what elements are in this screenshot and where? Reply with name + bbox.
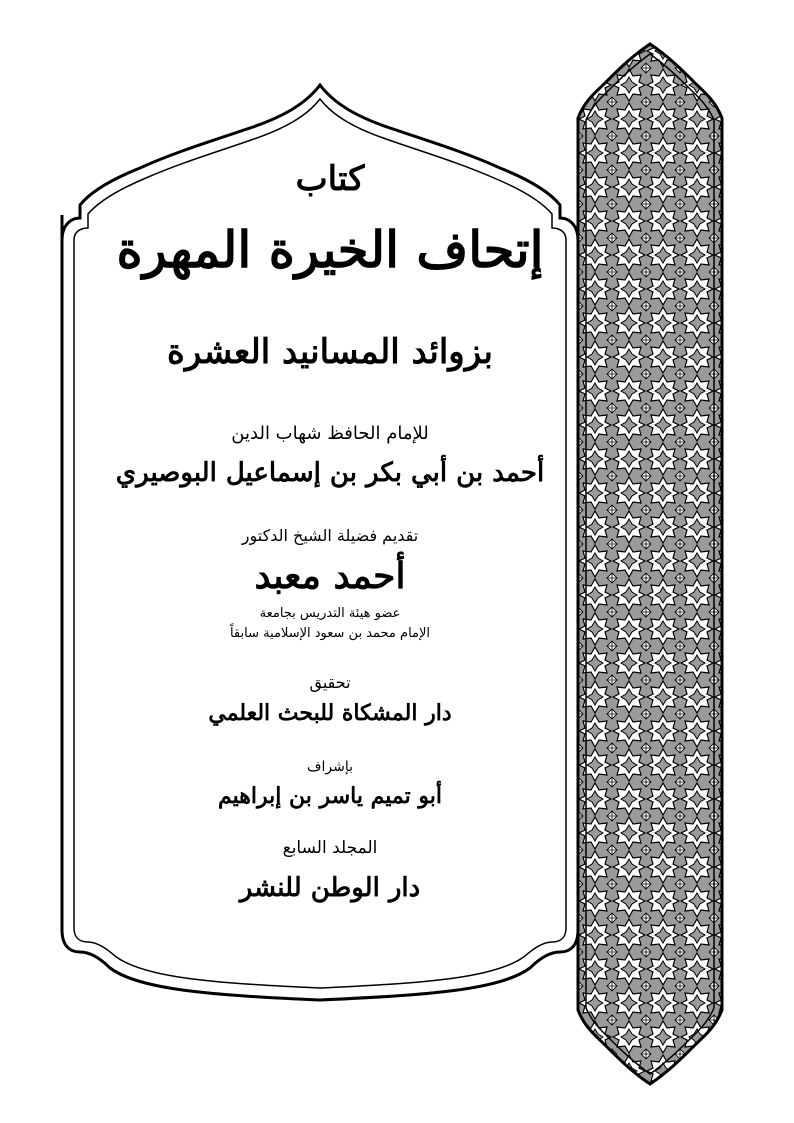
volume-label: المجلد السابع [282, 838, 378, 858]
supervisor-name: أبو تميم ياسر بن إبراهيم [218, 783, 442, 809]
foreword-name: أحمد معبد [254, 555, 406, 597]
geometric-band [578, 44, 722, 1084]
cover-text [80, 130, 580, 950]
author-intro: للإمام الحافظ شهاب الدين [231, 423, 429, 444]
tahqiq-label: تحقيق [309, 673, 351, 692]
author-name: أحمد بن أبي بكر بن إسماعيل البوصيري [115, 458, 545, 488]
foreword-intro: تقديم فضيلة الشيخ الدكتور [241, 526, 419, 545]
book-word: كتاب [295, 159, 365, 199]
tahqiq-by: دار المشكاة للبحث العلمي [208, 700, 452, 726]
book-title: إتحاف الخيرة المهرة [116, 220, 544, 279]
supervision-label: بإشراف [306, 759, 354, 775]
foreword-role-line-1: عضو هيئة التدريس بجامعة [259, 606, 401, 621]
foreword-role-line-2: الإمام محمد بن سعود الإسلامية سابقاً [229, 626, 431, 641]
publisher-name: دار الوطن للنشر [239, 873, 421, 903]
book-subtitle: بزوائد المسانيد العشرة [167, 332, 493, 372]
